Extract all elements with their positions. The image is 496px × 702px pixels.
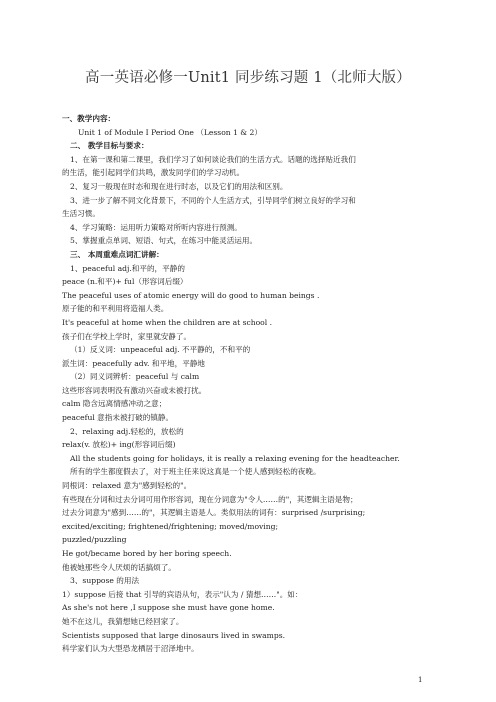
text-line: 原子能的和平利用将造福人类。 — [62, 304, 169, 314]
text-line: 派生词：peacefully adv. 和平地，平静地 — [62, 358, 206, 368]
page-number: 1 — [418, 676, 423, 684]
text-line: 有些现在分词和过去分词可用作形容词，现在分词意为"令人……的"，其逻辑主语是物； — [62, 494, 358, 504]
text-line: excited/exciting; frightened/frightening; moved/moving; — [62, 521, 279, 531]
text-line: 4、学习策略：运用听力策略对所听内容进行预测。 — [70, 222, 242, 232]
text-line: 1、在第一课和第二课里，我们学习了如何谈论我们的生活方式。话题的选择贴近我们 — [70, 154, 356, 164]
text-line: 生活习惯。 — [62, 209, 100, 219]
document-title: 高一英语必修一Unit1 同步练习题 1（北师大版） — [85, 70, 411, 86]
text-line: 这些形容词表明没有激动兴奋或未被打扰。 — [62, 385, 207, 395]
text-line: 5、掌握重点单词、短语、句式，在练习中能灵活运用。 — [70, 236, 258, 246]
text-line: （1）反义词：unpeaceful adj. 不平静的，不和平的 — [70, 345, 251, 355]
text-line: relax(v. 放松)+ ing(形容词后缀) — [62, 440, 176, 450]
text-line: It's peaceful at home when the children are at school . — [62, 317, 273, 327]
text-line: 他被她那些令人厌烦的话搞烦了。 — [62, 562, 176, 572]
section-heading: 三、 本周重难点词汇讲解： — [70, 249, 164, 259]
text-line: 3、suppose 的用法 — [70, 576, 140, 586]
text-line: 的生活，能引起同学们共鸣，激发同学们的学习动机。 — [62, 168, 245, 178]
text-line: He got/became bored by her boring speech. — [62, 549, 232, 558]
text-line: calm 隐含远离情感冲动之意； — [62, 399, 167, 409]
text-line: 孩子们在学校上学时，家里就安静了。 — [62, 331, 192, 341]
text-line: 2、relaxing adj.轻松的，放松的 — [70, 426, 184, 436]
text-line: Unit 1 of Module I Period One （Lesson 1 & 2） — [78, 127, 262, 137]
text-line: peace (n.和平)+ ful（形容词后缀） — [62, 277, 188, 287]
text-line: puzzled/puzzling — [62, 535, 127, 545]
text-line: 科学家们认为大型恐龙栖居于沼泽地中。 — [62, 644, 199, 654]
text-line: As she's not here ,I suppose she must have gone home. — [62, 603, 275, 613]
text-line: 3、进一步了解不同文化背景下，不同的个人生活方式，引导同学们树立良好的学习和 — [70, 195, 356, 205]
text-line: peaceful 意指未被打破的镇静。 — [62, 413, 174, 423]
text-line: （2）同义词辨析：peaceful 与 calm — [70, 372, 200, 382]
section-heading: 一、教学内容： — [62, 114, 116, 123]
text-line: The peaceful uses of atomic energy will do good to human beings . — [62, 290, 320, 300]
text-line: 1、peaceful adj.和平的，平静的 — [70, 263, 185, 273]
text-line: Scientists supposed that large dinosaurs lived in swamps. — [62, 630, 285, 640]
text-line: 她不在这儿，我猜想她已经回家了。 — [62, 616, 184, 626]
section-heading: 二、 教学目标与要求： — [70, 141, 149, 151]
document-body — [62, 112, 432, 656]
text-line: 过去分词意为"感到……的"，其逻辑主语是人。类似用法的词有：surprised /surprising; — [62, 508, 366, 518]
text-line: All the students going for holidays, it is really a relaxing evening for the headteacher. — [70, 453, 400, 463]
text-line: 同根词：relaxed 意为"感到轻松的"。 — [62, 481, 192, 491]
text-line: 2、复习一般现在时态和现在进行时态，以及它们的用法和区别。 — [70, 181, 288, 191]
text-line: 所有的学生都度假去了，对于班主任来说这真是一个使人感到轻松的夜晚。 — [70, 467, 321, 477]
text-line: 1）suppose 后接 that 引导的宾语从句，表示"认为 / 猜想……"。如： — [62, 589, 303, 599]
